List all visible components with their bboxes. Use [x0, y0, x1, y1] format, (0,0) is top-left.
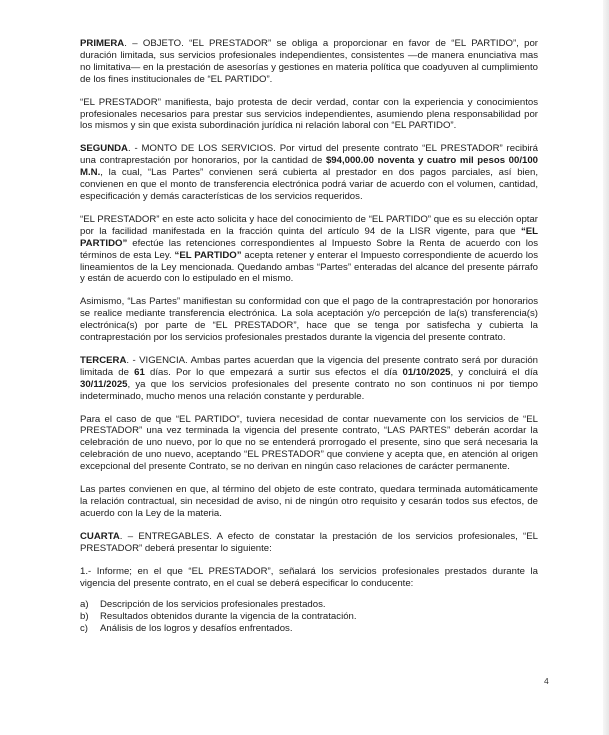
amount-text: $94,000.00 noventa y cuatro mil pesos 00/100 M.N. [80, 155, 538, 179]
document-body [80, 38, 538, 635]
days-value: 61 [134, 366, 145, 378]
clause-segunda [80, 143, 538, 203]
deliverables-list [80, 599, 538, 635]
list-marker: a) [80, 599, 89, 611]
start-date: 01/10/2025 [402, 366, 451, 378]
paragraph: 1.- Informe; en el que “EL PRESTADOR”, señalará los servicios profesionales prestados durante la vigencia del presente contrato, en el cual se deberá especificar lo conducente: [80, 565, 538, 589]
clause-primera [80, 38, 538, 86]
clause-tercera [80, 355, 538, 403]
clause-text: , la cual, “Las Partes” convienen será cubierta al prestador en dos pagos parciales, así bien, convienen en que el monto de transferencia electrónica podrá variar de acuerdo con el volumen, cantidad, especificación y demás características de los servicios requeridos. [80, 167, 538, 202]
paragraph: Para el caso de que “EL PARTIDO”, tuviera necesidad de contar nuevamente con los servicios de “EL PRESTADOR” una vez terminada la vigencia del presente contrato, “LAS PARTES” deberán acordar la celebración de uno nuevo, por lo que no se entenderá prorrogado el presente, sino que será necesaria la celebración de uno nuevo, aceptando “EL PRESTADOR” que conviene y acepta que, en atención al origen excepcional del presente Contrato, se no derivan en ningún caso relaciones de carácter permanente. [80, 413, 538, 473]
paragraph: “EL PRESTADOR” manifiesta, bajo protesta de decir verdad, contar con la experiencia y conocimientos profesionales necesarios para prestar sus servicios independientes, asumiendo plena responsabilidad por los mismos y sin que exista subordinación jurídica ni relación laboral con “EL PARTIDO”. [80, 96, 538, 132]
bold-text: “EL PARTIDO” [80, 225, 538, 249]
paragraph-text: “EL PRESTADOR” en este acto solicita y hace del conocimiento de “EL PARTIDO” que es su elección optar por la facilidad manifestada en la fracción quinta del artículo 94 de la LISR vigente, para que [80, 213, 538, 237]
clause-heading: SEGUNDA [80, 143, 128, 155]
clause-text: , y concluirá el día [450, 366, 539, 378]
bold-text: “EL PARTIDO” [174, 249, 242, 261]
list-item-text: Análisis de los logros y desafíos enfrentados. [100, 623, 293, 635]
clause-heading: CUARTA [80, 530, 120, 542]
list-marker: b) [80, 611, 89, 623]
paragraph-text: acepta retener y enterar el Impuesto correspondiente de acuerdo los lineamientos de la Ley mencionada. Quedando ambas “Partes” enteradas del alcance del presente párrafo y están de acuerdo con lo estipulado en el mismo. [80, 249, 538, 285]
list-item [80, 623, 538, 635]
list-item-text: Resultados obtenidos durante la vigencia de la contratación. [100, 611, 357, 623]
paragraph [80, 214, 538, 285]
list-item [80, 611, 538, 623]
page-edge [603, 0, 609, 735]
clause-heading: PRIMERA [80, 38, 125, 49]
end-date: 30/11/2025 [80, 378, 128, 390]
paragraph-text: efectúe las retenciones correspondientes al Impuesto Sobre la Renta de acuerdo con los términos de esta Ley. [80, 237, 538, 261]
page-number: 4 [544, 676, 549, 686]
list-item [80, 599, 538, 611]
clause-text: . – ENTREGABLES. A efecto de constatar la prestación de los servicios profesionales, “EL PRESTADOR” deberá presentar lo siguiente: [80, 530, 538, 554]
list-marker: c) [80, 623, 88, 635]
clause-cuarta [80, 531, 538, 555]
clause-text: , ya que los servicios profesionales del presente contrato no son continuos ni por tiempo indeterminado, mucho menos una relación constante y perdurable. [80, 378, 538, 402]
clause-heading: TERCERA [80, 354, 127, 366]
paragraph: Las partes convienen en que, al término del objeto de este contrato, quedara terminada automáticamente la relación contractual, sin necesidad de aviso, ni de ningún otro requisito y cesarán todos sus efectos, de acuerdo con la Ley de la materia. [80, 484, 538, 519]
paragraph: Asimismo, “Las Partes” manifiestan su conformidad con que el pago de la contraprestación por honorarios se realice mediante transferencia electrónica. La sola aceptación y/o percepción de la(s) transferencia(s) electrónica(s) por parte de “EL PRESTADOR”, hace que se tenga por satisfecha y cubierta la contraprestación por los servicios profesionales prestados durante la vigencia del presente contrato. [80, 296, 538, 344]
clause-text: días. Por lo que empezará a surtir sus efectos el día [144, 366, 403, 378]
clause-text: . - MONTO DE LOS SERVICIOS. Por virtud del presente contrato “EL PRESTADOR” recibirá una contraprestación por honorarios, por la cantidad de [80, 143, 538, 167]
clause-text: . - VIGENCIA. Ambas partes acuerdan que la vigencia del presente contrato será por duración limitada de [80, 354, 538, 378]
list-item-text: Descripción de los servicios profesionales prestados. [100, 599, 326, 611]
clause-text: . – OBJETO. “EL PRESTADOR” se obliga a proporcionar en favor de “EL PARTIDO”, por duración limitada, sus servicios profesionales independientes, consistentes —de manera enunciativa mas no limitativa— en la prestación de asesorías y gestiones en materia política que coadyuven al cumplimiento de los fines institucionales de “EL PARTIDO”. [80, 38, 538, 85]
